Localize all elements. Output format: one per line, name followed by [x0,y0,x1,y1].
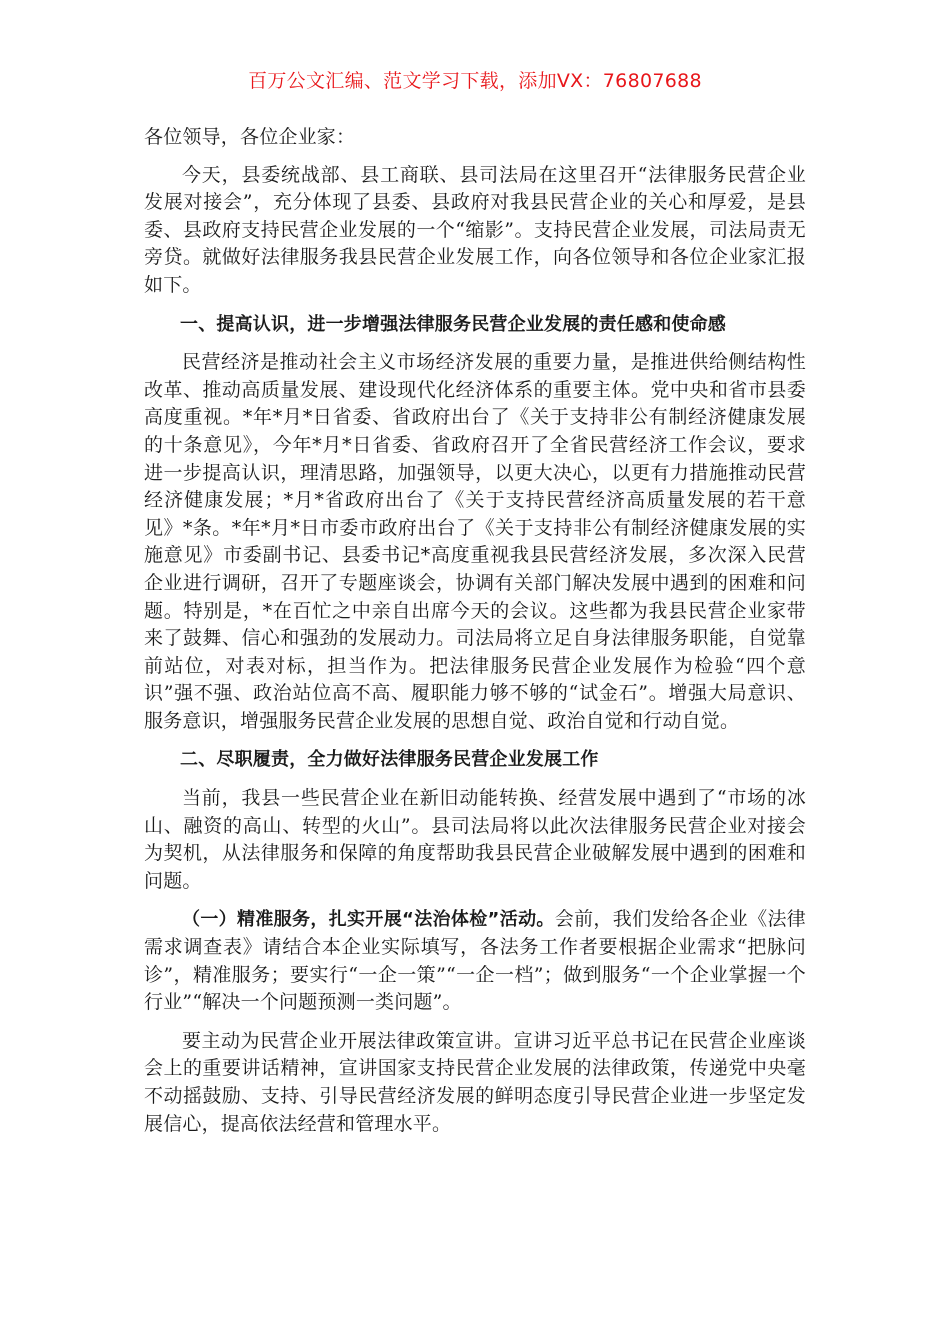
section-heading-1: 一、提高认识，进一步增强法律服务民营企业发展的责任感和使命感 [180,313,726,335]
section-heading-2: 二、尽职履责，全力做好法律服务民营企业发展工作 [180,749,599,771]
intro-paragraph: 今天，县委统战部、县工商联、县司法局在这里召开“法律服务民营企业发展对接会”，充分体现了县委、县政府对我县民营企业的关心和厚爱，是县委、县政府支持民营企业发展的一个“缩影”。支持民营企业发展，司法局责无旁贷。就做好法律服务我县民营企业发展工作，向各位领导和各位企业家汇报如下。 [144,163,806,296]
subsection-1-paragraph [144,906,806,1016]
subsection-1-text: 会前，我们发给各企业《法律需求调查表》请结合本企业实际填写，各法务工作者要根据企业需求“把脉问诊”，精准服务；要实行“一企一策”“一企一档”；做到服务“一个企业掌握一个行业”“解决一个问题预测一类问题”。 [144,908,806,1014]
policy-paragraph: 要主动为民营企业开展法律政策宣讲。宣讲习近平总书记在民营企业座谈会上的重要讲话精神，宣讲国家支持民营企业发展的法律政策，传递党中央毫不动摇鼓励、支持、引导民营经济发展的鲜明态度引导民营企业进一步坚定发展信心，提高依法经营和管理水平。 [144,1029,806,1135]
document-body [144,124,806,1149]
salutation: 各位领导，各位企业家： [144,126,356,148]
section-1-paragraph: 民营经济是推动社会主义市场经济发展的重要力量，是推进供给侧结构性改革、推动高质量发展、建设现代化经济体系的重要主体。党中央和省市县委高度重视。*年*月*日省委、省政府出台了《关于支持非公有制经济健康发展的十条意见》，今年*月*日省委、省政府召开了全省民营经济工作会议，要求进一步提高认识，理清思路，加强领导，以更大决心，以更有力措施推动民营经济健康发展；*月*省政府出台了《关于支持民营经济高质量发展的若干意见》*条。*年*月*日市委市政府出台了《关于支持非公有制经济健康发展的实施意见》市委副书记、县委书记*高度重视我县民营经济发展，多次深入民营企业进行调研，召开了专题座谈会，协调有关部门解决发展中遇到的困难和问题。特别是，*在百忙之中亲自出席今天的会议。这些都为我县民营企业家带来了鼓舞、信心和强劲的发展动力。司法局将立足自身法律服务职能，自觉靠前站位，对表对标，担当作为。把法律服务民营企业发展作为检验“四个意识”强不强、政治站位高不高、履职能力够不够的“试金石”。增强大局意识、服务意识，增强服务民营企业发展的思想自觉、政治自觉和行动自觉。 [144,351,806,732]
section-2-paragraph: 当前，我县一些民营企业在新旧动能转换、经营发展中遇到了“市场的冰山、融资的高山、转型的火山”。县司法局将以此次法律服务民营企业对接会为契机，从法律服务和保障的角度帮助我县民营企业破解发展中遇到的困难和问题。 [144,787,806,892]
subsection-1-title: （一）精准服务，扎实开展“法治体检”活动。 [182,909,555,931]
watermark-header: 百万公文汇编、范文学习下载，添加VX：76807688 [248,70,702,92]
